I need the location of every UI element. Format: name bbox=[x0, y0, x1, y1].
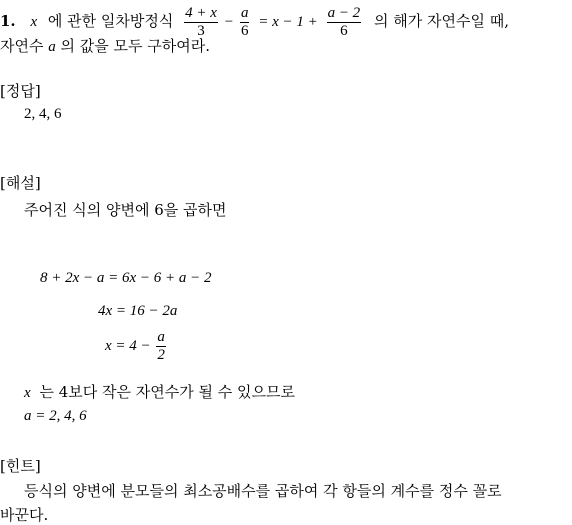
solution-equation-2: 4x = 16 − 2a bbox=[98, 303, 178, 319]
hint-line-1: 등식의 양변에 분모들의 최소공배수를 곱하여 각 항들의 계수를 정수 꼴로 bbox=[24, 482, 502, 500]
problem-text-b: 의 해가 자연수일 때, bbox=[373, 12, 509, 30]
fraction-denominator: 6 bbox=[327, 22, 362, 40]
problem-line-1 bbox=[0, 4, 509, 38]
problem-text-a: 에 관한 일차방정식 bbox=[47, 12, 174, 30]
fraction-numerator: a bbox=[240, 4, 249, 21]
fraction-a-over-6 bbox=[240, 5, 250, 40]
fraction-denominator: 2 bbox=[157, 347, 165, 364]
equation-3-left: x = 4 − bbox=[105, 338, 151, 354]
solution-equation-3 bbox=[105, 326, 168, 366]
solution-result: a = 2, 4, 6 bbox=[24, 408, 87, 424]
fraction-4-plus-x-over-3 bbox=[184, 5, 218, 40]
var-x: x bbox=[24, 385, 31, 401]
hint-line-2: 바꾼다. bbox=[0, 506, 49, 524]
problem-number: 1. bbox=[0, 12, 16, 30]
conclusion-text: 는 4보다 작은 자연수가 될 수 있으므로 bbox=[39, 383, 295, 401]
solution-equation-1: 8 + 2x − a = 6x − 6 + a − 2 bbox=[40, 270, 212, 286]
problem-line2-a: 자연수 bbox=[0, 37, 44, 55]
var-a: a bbox=[48, 39, 56, 55]
fraction-numerator: a − 2 bbox=[327, 4, 361, 21]
fraction-a-minus-2-over-6 bbox=[327, 5, 362, 40]
answer-value: 2, 4, 6 bbox=[24, 106, 62, 122]
hint-heading: [힌트] bbox=[0, 457, 41, 475]
problem-line-2 bbox=[0, 36, 210, 57]
var-x: x bbox=[30, 14, 38, 30]
solution-heading: [해설] bbox=[0, 174, 41, 192]
fraction-denominator: 6 bbox=[240, 22, 249, 39]
fraction-a-over-2 bbox=[156, 329, 166, 364]
problem-line2-b: 의 값을 모두 구하여라. bbox=[60, 37, 211, 55]
answer-heading: [정답] bbox=[0, 82, 41, 100]
solution-intro: 주어진 식의 양변에 6을 곱하면 bbox=[24, 201, 227, 219]
fraction-numerator: 4 + x bbox=[185, 4, 217, 21]
fraction-numerator: a bbox=[157, 329, 165, 346]
fraction-denominator: 3 bbox=[184, 22, 218, 40]
minus-sign: − bbox=[224, 14, 234, 30]
solution-conclusion bbox=[24, 381, 295, 402]
equation-middle: = x − 1 + bbox=[258, 14, 318, 30]
